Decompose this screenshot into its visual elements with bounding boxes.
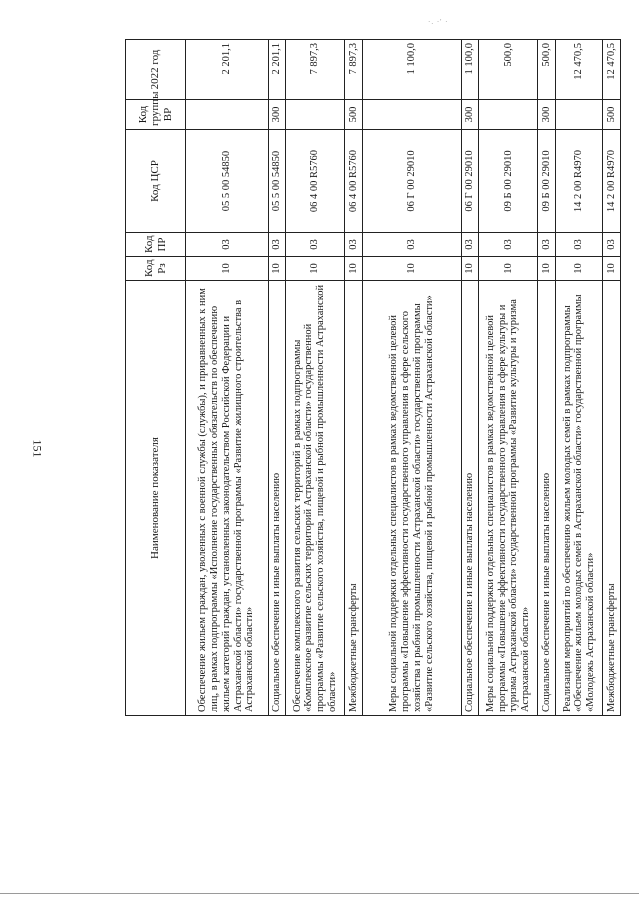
row-csr: 06 4 00 R5760 (345, 130, 363, 233)
row-amount: 1 100,0 (362, 40, 461, 100)
table-row (461, 40, 479, 716)
row-rz: 10 (556, 257, 603, 281)
row-csr: 05 5 00 54850 (268, 130, 286, 233)
row-vr (186, 100, 269, 130)
row-amount: 2 201,1 (268, 40, 286, 100)
row-csr: 05 5 00 54850 (186, 130, 269, 233)
row-amount: 7 897,3 (345, 40, 363, 100)
table-header-row (126, 40, 186, 716)
row-vr: 300 (538, 100, 556, 130)
header-csr: Код ЦСР (126, 130, 186, 233)
row-vr (479, 100, 538, 130)
row-rz: 10 (362, 257, 461, 281)
row-name: Меры социальной поддержки отдельных специалистов в рамках ведомственной целевой программы «Повышение эффективности государственного управления в сфере культуры и туризма Астраханской области» государственной программы «Развитие культуры и туризма Астраханской области» (479, 281, 538, 716)
row-csr: 06 4 00 R5760 (286, 130, 345, 233)
row-vr: 300 (461, 100, 479, 130)
row-vr (362, 100, 461, 130)
row-amount: 2 201,1 (186, 40, 269, 100)
row-pr: 03 (461, 233, 479, 257)
row-name: Обеспечение комплексного развития сельских территорий в рамках подпрограммы «Комплексное развитие сельских территорий Астраханской области» государственной программы «Развитие сельского хозяйства, пищевой и рыбной промышленности Астраханской области» (286, 281, 345, 716)
row-vr: 500 (345, 100, 363, 130)
row-amount: 12 470,5 (603, 40, 621, 100)
row-csr: 09 Б 00 29010 (538, 130, 556, 233)
row-name: Социальное обеспечение и иные выплаты населению (268, 281, 286, 716)
row-name: Межбюджетные трансферты (345, 281, 363, 716)
table-row (362, 40, 461, 716)
row-pr: 03 (186, 233, 269, 257)
row-csr: 14 2 00 R4970 (603, 130, 621, 233)
row-amount: 12 470,5 (556, 40, 603, 100)
row-name: Обеспечение жильем граждан, уволенных с военной службы (службы), и приравненных к ним лиц, в рамках подпрограммы «Исполнение государственных обязательств по обеспечению жильем категорий граждан, установленных законодательством Российской Федерации и Астраханской области» государственной программы «Развитие жилищного строительства в Астраханской области» (186, 281, 269, 716)
scan-stamp: ·. ·' · (428, 18, 449, 26)
row-amount: 500,0 (479, 40, 538, 100)
row-rz: 10 (286, 257, 345, 281)
bottom-edge-rule (0, 893, 639, 894)
row-pr: 03 (268, 233, 286, 257)
row-name: Межбюджетные трансферты (603, 281, 621, 716)
header-name: Наименование показателя (126, 281, 186, 716)
row-vr (286, 100, 345, 130)
header-rz: Код Рз (126, 257, 186, 281)
row-csr: 06 Г 00 29010 (461, 130, 479, 233)
row-pr: 03 (556, 233, 603, 257)
row-vr: 500 (603, 100, 621, 130)
row-pr: 03 (538, 233, 556, 257)
row-vr (556, 100, 603, 130)
row-pr: 03 (362, 233, 461, 257)
table-row (603, 40, 621, 716)
table-row (286, 40, 345, 716)
row-rz: 10 (461, 257, 479, 281)
row-rz: 10 (538, 257, 556, 281)
table-row (479, 40, 538, 716)
header-year: 2022 год (126, 40, 186, 100)
table-row (186, 40, 269, 716)
row-pr: 03 (345, 233, 363, 257)
row-rz: 10 (345, 257, 363, 281)
rotated-table-wrapper (125, 40, 621, 716)
table-row (556, 40, 603, 716)
table-row (345, 40, 363, 716)
row-csr: 06 Г 00 29010 (362, 130, 461, 233)
row-name: Социальное обеспечение и иные выплаты населению (461, 281, 479, 716)
header-vr: Код группы ВР (126, 100, 186, 130)
row-amount: 500,0 (538, 40, 556, 100)
row-pr: 03 (603, 233, 621, 257)
row-csr: 14 2 00 R4970 (556, 130, 603, 233)
row-rz: 10 (268, 257, 286, 281)
row-vr: 300 (268, 100, 286, 130)
row-rz: 10 (186, 257, 269, 281)
row-rz: 10 (603, 257, 621, 281)
row-amount: 7 897,3 (286, 40, 345, 100)
row-rz: 10 (479, 257, 538, 281)
table-row (538, 40, 556, 716)
row-name: Социальное обеспечение и иные выплаты населению (538, 281, 556, 716)
row-csr: 09 Б 00 29010 (479, 130, 538, 233)
budget-table (125, 39, 621, 716)
row-pr: 03 (479, 233, 538, 257)
table-row (268, 40, 286, 716)
row-amount: 1 100,0 (461, 40, 479, 100)
row-pr: 03 (286, 233, 345, 257)
row-name: Реализация мероприятий по обеспечению жильем молодых семей в рамках подпрограммы «Обеспечение жильем молодых семей в Астраханской области» государственной программы «Молодежь Астраханской области» (556, 281, 603, 716)
header-pr: Код ПР (126, 233, 186, 257)
row-name: Меры социальной поддержки отдельных специалистов в рамках ведомственной целевой программы «Повышение эффективности государственного управления в сфере сельского хозяйства и рыбной промышленности Астраханской области» государственной программы «Развитие сельского хозяйства, пищевой и рыбной промышленности Астраханской области» (362, 281, 461, 716)
page-number: 151 (30, 439, 45, 458)
